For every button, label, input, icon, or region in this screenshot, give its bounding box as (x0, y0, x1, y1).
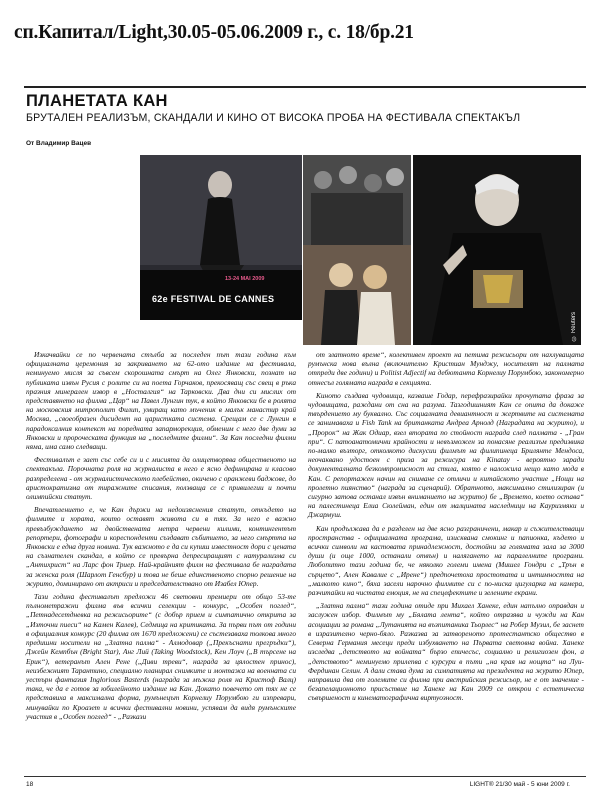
photo-credit: © Reuters (571, 312, 577, 341)
header-rule (24, 86, 586, 88)
paragraph: Фестивалът е зает със себе си и с мисията да олицетворява общественото на спектакъла. Порочната роля на журналиста в него е ясно дефинирана и класово разпределена - от журналистическото плебейство, окичено с оранжеви баджове, до аристократизма от тиражните списания, ползваща се с привилегии и почти олимпийски статут. (26, 455, 296, 502)
paragraph: „Златна палма“ тази година отиде при Михаел Ханеке, един напълно оправдан и заслужен избор. Филмът му „Бялата лента“, който отразява и чужди на Кан асоциации за романа „Лутанията на възпитаника Тьорлес“ на Робер Музил, бе заснет в изразително черно-бяло. Разказва за затвореното протестантско общество в Северна Германия месеци преди избухването на Първата световна война. Ханеке изследва „детството на войната“ бързо епичесъс, социално и религиозен фон, а „детството“ неминуемо прилепва с курсури в пъти „на края на нощта“ на Луи-Фердинан Селин. А дали става дума за симпатията на президента на журито Юпер, направила два от големите си филма при австрийския режисьор, не е от значение - безапелационното присъствие на Ханеке на Кан 2009 се открои с естетическа съвършеност и кинематографична виртуозност. (308, 601, 584, 703)
issue-info: LIGHT® 21/30 май - 5 юни 2009 г. (469, 781, 570, 788)
article-column-left (26, 350, 296, 725)
footer-rule (24, 776, 586, 777)
festival-dates: 13-24 MAI 2009 (225, 276, 265, 282)
source-citation: сп.Капитал/Light,30.05-05.06.2009 г., с. 18/бр.21 (14, 22, 414, 43)
paragraph: Кан продължава да е разделен на две ясно разграничени, макар и съжителстващи пространства - официалната програма, изисквана смокинг и папионка, където и всички символи на кастовата принадлежност, достойни за голямата зала за 3000 души (и още 1000, останали отвън) и налягането на паралелните програми. Любопитно тази година бе, че няколко големи имена (Мишел Гондри с „Трън в сърцето“, Ален Кавалие с „Ирене“) предпочетоха простотата и интимността на „малкото кино“, бяха засели нарочно филмите си с по-ниска цигуларка на камера, разчитайки на чистата емоция, не на спецефектите и зелените екрани. (308, 523, 584, 598)
photo-palme-winner (413, 155, 581, 345)
festival-name: 62e FESTIVAL DE CANNES (152, 294, 275, 304)
article-subtitle: БРУТАЛЕН РЕАЛИЗЪМ, СКАНДАЛИ И КИНО ОТ ВИСОКА ПРОБА НА ФЕСТИВАЛА СПЕКТАКЪЛ (26, 112, 521, 124)
paragraph: Впечатлението е, че Кан държи на недоизяснения статут, откъдето на филмите и хората, които оставят живота си в тях. За него е важно превъзбуждането на двойствената метра червени килими, контингентът репортери, фотографи и кореспонденти създават събитието, за него смъртта на Янковски е една друга новина. Тук важното е да си купиш известност дори с цената на съзнателен скандал, в който се превърна депресиращият с натурализма си „Антихрист“ на Ларс фон Триер. Най-крайният филм на фестивала бе наградата за женска роля (Шарлот Генсбур) и това не беше единственото спорно решение на журито, доминирано от актриси и председателствано от Изабел Юпер. (26, 505, 296, 588)
article-column-right (308, 350, 584, 707)
photo-actresses (303, 245, 411, 345)
paragraph: от златното време“, колективен проект на петима режисьори от нахлуващата румънска нова вълна (включително Кристиан Мунджу, носителят на палмата отпреди две години) и Politist Adjectif на дебютанта Корнелиу Порумбою, закономерно отнесъл голямата награда в секцията. (308, 350, 584, 387)
paragraph: Киното създава чудовища, казваше Годар, перефразирайки прочутата фраза за чудовищата, раждани от сна на разума. Тазгодишният Кан се опита да докаже твърдението му буквално. Със социалната девиантност и жертвите на системата се занимаваха и Fish Tank на британката Андреа Арнолд (Наградата на журито), и „Пророк“ на Жак Одиар, взел втората по стойност награда след палмата - „Гран при“. С патоанатомични крайности и невъзможен за понасяне реализъм предизвика по-малко възторг, отколкото дискусии филмът на филипинеца Брилянте Мендоса, неочаквано удостоен с приза за режисура на Kinatay - вероятно заради документалната безкомпромисност на стила, която е наложила нещо като мода в Кан. С репортажен начин на снимане се отличи и китайското участие „Нощи на пролетно пиянство“ (награда за сценарий). Обратното, максимално стилизиран (и сигурно затова останал извън вниманието на журито) бе „Времето, което остава“ на палестинеца Елиа Сюлейман, един от малцината наследници на Кауризмяки и Джармуш. (308, 390, 584, 520)
actresses-image (303, 245, 411, 345)
crowd-image (303, 155, 411, 245)
paragraph: Тази година фестивалът предложи 46 световни премиери от общо 53-те пълнометражни филма във всички селекции - конкурс, „Особен поглед“, „Петнадесетдневка на режисьорите“ (с добър прием и симпатично открита за „Източни пиеси“ на Камен Калев), Седмица на критиката. За първи път от години в официалния конкурс (20 филма от 1670 предложени) се състезаваха толкова много предишни носители на „Златна палма“ - Алмодовар („Прекъснати прегръдки“), Джейн Кемпбън (Bright Star), Анг Лий (Taking Woodstock), Кен Лоуч („В търсене на Ерик“), ветеранът Ален Рене („Диви треви“, награда за цялостен принос), неизбежният Тарантино, специално планирал снимките и монтажа на военната си уестърн фантазия Inglorious Basterds (награда за мъжка роля на Кристоф Валц) така, че да е готов за юбилейното издание на Кан. Докато повечето от тях не се представиха в максимална форма, румънецът Корнелиу Порумбою ги изпревари, минувайки по Кроазет и всички фестивални новини, успявам да видя румънските участия в „Особен поглед“ - „Разкази (26, 592, 296, 721)
page-number: 18 (26, 781, 34, 788)
article-title: ПЛАНЕТАТА КАН (26, 92, 168, 110)
festival-banner (140, 270, 302, 320)
paragraph: Изкачвайки се по червената стълба за последен път тази година към официалната церемония за закриването на 62-ото издание на фестивала, неминуемо мисля за съвсем скорошната смърт на Олег Янковски, познат на публиката извън Русия с ролите си на поета Горчаков, прекосяващ със свещ в ръка празния минерален извор в „Носталгия“ на Тарковски. Два дни си мислих от представянето на филма „Цар“ на Павел Лунгин тук, в който Янковски бе в ролята на московския митрополит Филип, умиращ като мъченик в малък манастир край Москва, „своеобразен дисидент на царистката система. Срещам се с Лунгин в парадоксалния контекст на поредната запарморекция, обменим с него две думи за Янковски и пророческата функция на „последните филми“. За Кан последни филми няма, има само следващи. (26, 350, 296, 452)
winner-image (413, 155, 581, 345)
article-byline: От Владимир Вацев (26, 140, 92, 147)
